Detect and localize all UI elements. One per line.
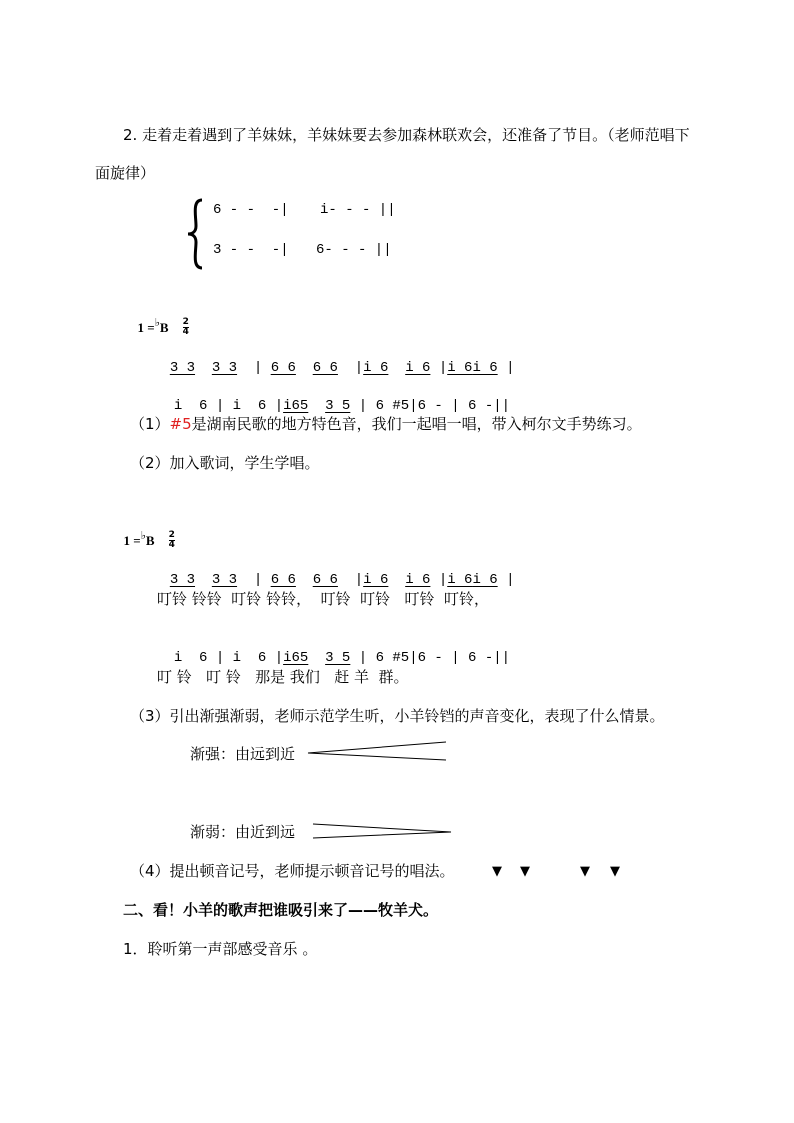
harmony-row-2a: 3 - - -|: [213, 242, 289, 258]
melody2-line-1: 3 3 3 3 | 6 6 6 6 |i 6 i 6 |i 6i 6 |: [169, 572, 515, 588]
step-3: （3）引出渐强渐弱，老师示范学生听，小羊铃铛的声音变化，表现了什么情景。: [130, 707, 665, 725]
key-signature-1: 1 =♭B $\frac{2}{4}$: [137, 317, 189, 337]
section-2-item-1: 1．聆听第一声部感受音乐 。: [123, 940, 318, 958]
lyrics-line-1: 叮铃 铃铃 叮铃 铃铃， 叮铃 叮铃 叮铃 叮铃，: [157, 590, 489, 608]
staccato-mark-3: ▼: [580, 864, 590, 879]
decrescendo-symbol: [311, 822, 453, 840]
staccato-mark-1: ▼: [492, 864, 502, 879]
harmony-row-1a: 6 - - -|: [213, 202, 289, 218]
harmony-row-1b: i- - - ||: [320, 202, 396, 218]
step-2: （2）加入歌词，学生学唱。: [130, 454, 320, 472]
melody1-line-2: i 6 | i 6 |i65 3 5 | 6 #5|6 - | 6 -||: [173, 398, 511, 414]
harmony-row-2b: 6- - - ||: [316, 242, 392, 258]
decrescendo-label: 渐弱：由近到远: [190, 823, 296, 841]
intro-line-1: 2. 走着走着遇到了羊妹妹，羊妹妹要去参加森林联欢会，还准备了节目。（老师范唱下: [123, 126, 690, 144]
staccato-mark-4: ▼: [610, 864, 620, 879]
crescendo-label: 渐强：由远到近: [190, 745, 296, 763]
section-2-heading: 二、看！小羊的歌声把谁吸引来了——牧羊犬。: [123, 901, 439, 919]
step-1: （1）#5是湖南民歌的地方特色音，我们一起唱一唱，带入柯尔文手势练习。: [130, 415, 642, 433]
step-4: （4）提出顿音记号，老师提示顿音记号的唱法。: [130, 862, 455, 880]
staccato-mark-2: ▼: [520, 864, 530, 879]
melody1-line-1: 3 3 3 3 | 6 6 6 6 |i 6 i 6 |i 6i 6 |: [169, 360, 515, 376]
lyrics-line-2: 叮 铃 叮 铃 那是 我们 赶 羊 群。: [157, 668, 409, 686]
key-signature-2: 1 =♭B $\frac{2}{4}$: [123, 530, 175, 550]
melody2-line-2: i 6 | i 6 |i65 3 5 | 6 #5|6 - | 6 -||: [173, 650, 511, 666]
crescendo-symbol: [306, 740, 448, 762]
intro-line-2: 面旋律）: [95, 164, 156, 182]
harmony-brace: [186, 198, 204, 270]
